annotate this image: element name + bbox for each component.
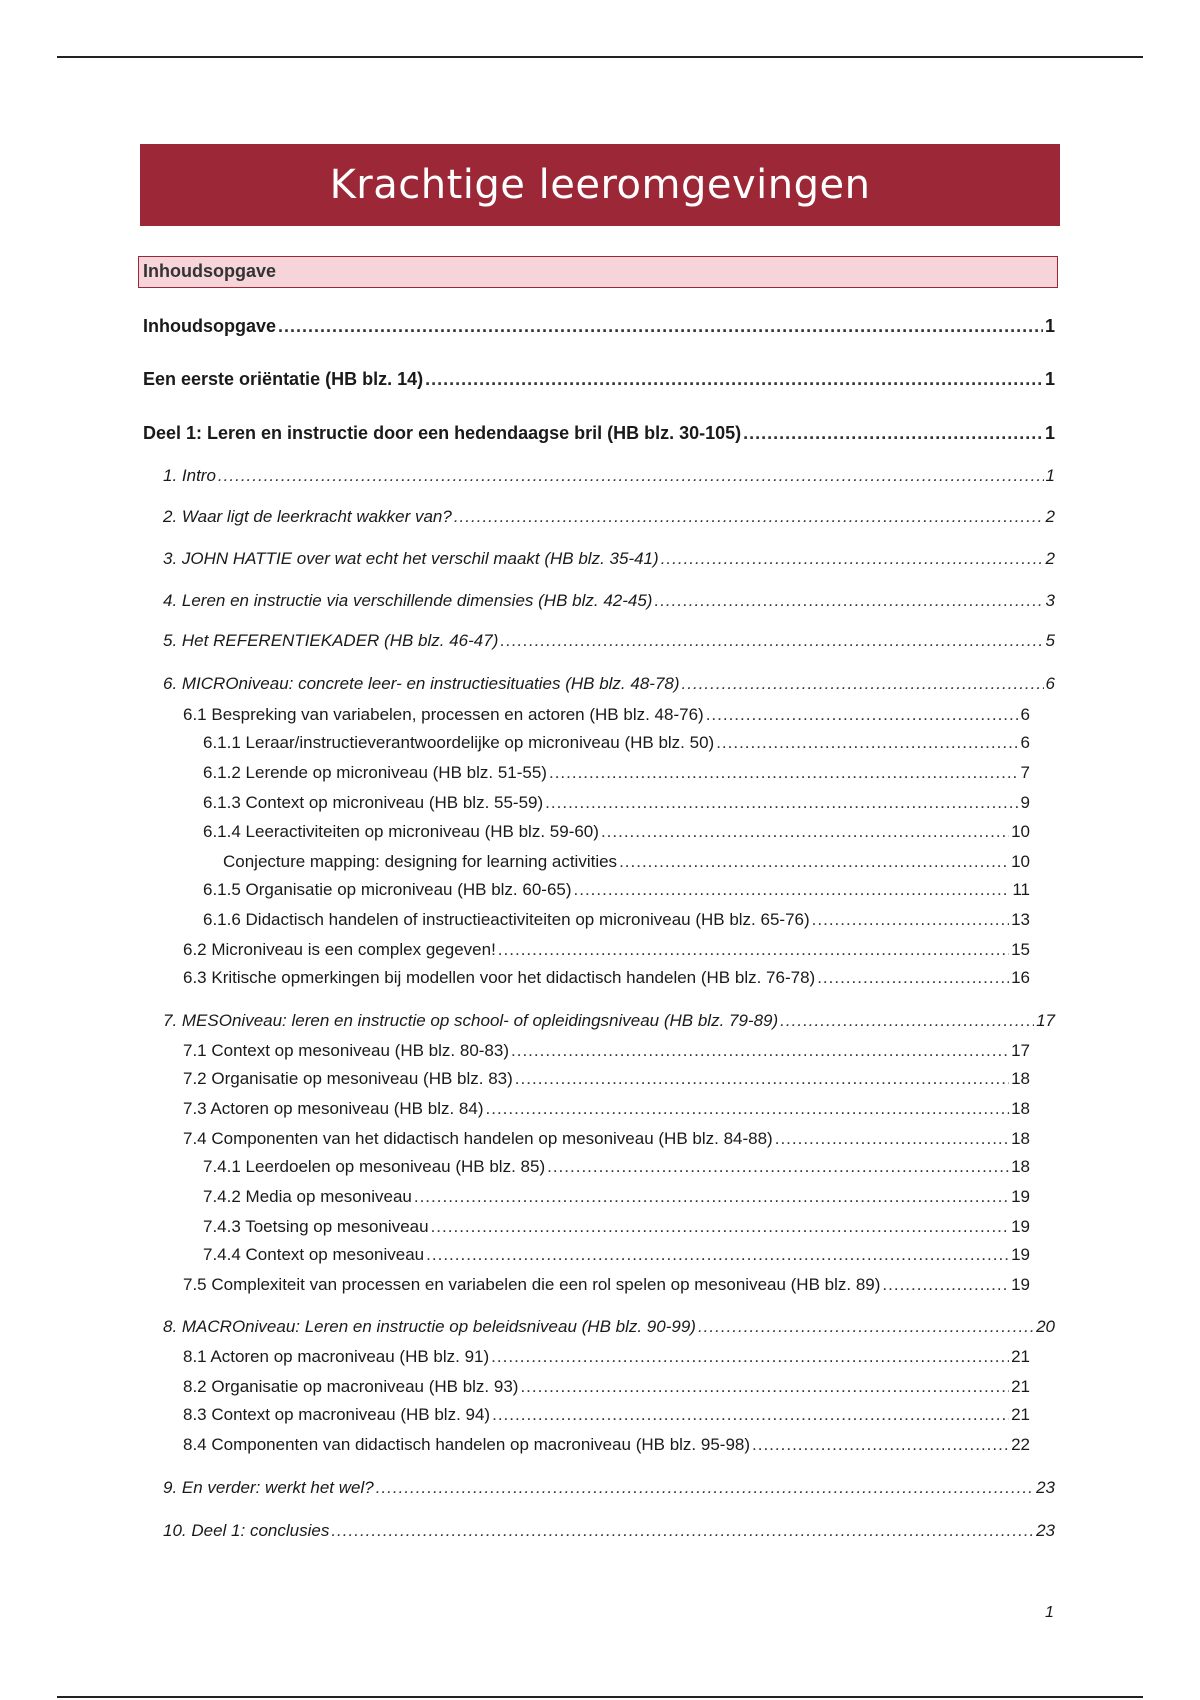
toc-entry-title: 9. En verder: werkt het wel? (163, 1478, 374, 1497)
toc-leader-dots (426, 1244, 1009, 1266)
toc-entry-title: 7.3 Actoren op mesoniveau (HB blz. 84) (183, 1099, 484, 1118)
toc-entry-page: 17 (1036, 1011, 1055, 1030)
toc-entry[interactable] (203, 821, 1030, 843)
toc-entry-page: 10 (1011, 822, 1030, 841)
toc-entry-page: 10 (1011, 852, 1030, 871)
toc-entry-title: 6.1.5 Organisatie op microniveau (HB blz. 60-65) (203, 880, 572, 899)
toc-entry-page: 3 (1045, 591, 1055, 610)
toc-entry[interactable] (163, 630, 1055, 652)
toc-entry-page: 1 (1044, 369, 1055, 389)
toc-leader-dots (775, 1128, 1009, 1150)
toc-entry[interactable] (183, 704, 1030, 726)
toc-entry[interactable] (183, 1404, 1030, 1426)
toc-leader-dots (515, 1068, 1009, 1090)
toc-entry-title: 8.3 Context op macroniveau (HB blz. 94) (183, 1405, 491, 1424)
toc-entry-page: 5 (1045, 631, 1055, 650)
toc-entry-page: 1 (1045, 466, 1055, 485)
toc-entry-page: 1 (1044, 423, 1055, 443)
toc-entry[interactable] (163, 1520, 1055, 1542)
toc-entry-title: 6.1.2 Lerende op microniveau (HB blz. 51-55) (203, 763, 547, 782)
toc-entry[interactable] (183, 1376, 1030, 1398)
toc-entry[interactable] (163, 1316, 1055, 1338)
toc-leader-dots (549, 762, 1019, 784)
toc-leader-dots (619, 851, 1009, 873)
toc-entry-page: 21 (1011, 1377, 1030, 1396)
toc-entry-title: 6. MICROniveau: concrete leer- en instructiesituaties (HB blz. 48-78) (163, 674, 680, 693)
toc-entry-page: 2 (1045, 549, 1055, 568)
toc-entry-page: 1 (1044, 316, 1055, 336)
toc-entry[interactable] (183, 1434, 1030, 1456)
toc-entry[interactable] (203, 792, 1030, 814)
toc-leader-dots (654, 590, 1043, 612)
toc-leader-dots (743, 422, 1043, 444)
toc-entry[interactable] (183, 1040, 1030, 1062)
toc-entry-page: 6 (1020, 705, 1030, 724)
toc-entry-title: 7.4.4 Context op mesoniveau (203, 1245, 425, 1264)
toc-leader-dots (331, 1520, 1034, 1542)
toc-heading: Inhoudsopgave (138, 256, 1058, 288)
toc-entry[interactable] (143, 368, 1055, 390)
toc-entry-title: 7.4.3 Toetsing op mesoniveau (203, 1217, 429, 1236)
toc-leader-dots (706, 704, 1019, 726)
toc-entry-title: 6.2 Microniveau is een complex gegeven! (183, 940, 496, 959)
toc-leader-dots (780, 1010, 1034, 1032)
toc-leader-dots (682, 673, 1044, 695)
toc-entry-page: 18 (1011, 1157, 1030, 1176)
toc-entry[interactable] (143, 422, 1055, 444)
toc-leader-dots (520, 1376, 1009, 1398)
toc-leader-dots (716, 732, 1018, 754)
toc-leader-dots (547, 1156, 1009, 1178)
toc-entry-title: 7. MESOniveau: leren en instructie op school- of opleidingsniveau (HB blz. 79-89) (163, 1011, 779, 1030)
toc-entry-page: 9 (1020, 793, 1030, 812)
toc-entry-page: 2 (1045, 507, 1055, 526)
toc-entry[interactable] (203, 879, 1030, 901)
toc-entry-title: 8.2 Organisatie op macroniveau (HB blz. 93) (183, 1377, 519, 1396)
toc-leader-dots (491, 1346, 1009, 1368)
toc-entry[interactable] (203, 1156, 1030, 1178)
toc-entry[interactable] (183, 1068, 1030, 1090)
toc-entry[interactable] (183, 1128, 1030, 1150)
toc-entry-page: 19 (1011, 1187, 1030, 1206)
toc-entry[interactable] (203, 1186, 1030, 1208)
toc-entry-title: 3. JOHN HATTIE over wat echt het verschil maakt (HB blz. 35-41) (163, 549, 659, 568)
toc-entry-title: 6.1 Bespreking van variabelen, processen en actoren (HB blz. 48-76) (183, 705, 704, 724)
toc-leader-dots (492, 1404, 1009, 1426)
bottom-rule (57, 1696, 1143, 1698)
toc-entry[interactable] (143, 315, 1055, 337)
toc-leader-dots (376, 1477, 1034, 1499)
toc-entry-page: 6 (1045, 674, 1055, 693)
toc-entry[interactable] (183, 967, 1030, 989)
toc-leader-dots (425, 368, 1043, 390)
toc-entry-page: 17 (1011, 1041, 1030, 1060)
toc-entry-title: 6.3 Kritische opmerkingen bij modellen voor het didactisch handelen (HB blz. 76-78) (183, 968, 816, 987)
toc-entry[interactable] (203, 1244, 1030, 1266)
page-number: 1 (1045, 1604, 1054, 1621)
toc-entry-page: 21 (1011, 1405, 1030, 1424)
toc-entry[interactable] (203, 1216, 1030, 1238)
toc-entry-page: 22 (1011, 1435, 1030, 1454)
toc-entry-title: Deel 1: Leren en instructie door een hedendaagse bril (HB blz. 30-105) (143, 423, 742, 443)
toc-entry-title: 5. Het REFERENTIEKADER (HB blz. 46-47) (163, 631, 499, 650)
toc-leader-dots (752, 1434, 1009, 1456)
toc-entry-page: 21 (1011, 1347, 1030, 1366)
toc-entry-title: Inhoudsopgave (143, 316, 277, 336)
toc-entry-title: 10. Deel 1: conclusies (163, 1521, 330, 1540)
toc-entry[interactable] (163, 673, 1055, 695)
toc-entry-page: 7 (1020, 763, 1030, 782)
toc-entry-title: 7.4.1 Leerdoelen op mesoniveau (HB blz. 85) (203, 1157, 546, 1176)
toc-entry[interactable] (163, 465, 1055, 487)
toc-entry[interactable] (163, 590, 1055, 612)
toc-entry-page: 13 (1011, 910, 1030, 929)
toc-entry-page: 11 (1012, 880, 1030, 899)
toc-entry-title: 6.1.6 Didactisch handelen of instructieactiviteiten op microniveau (HB blz. 65-76) (203, 910, 810, 929)
toc-leader-dots (698, 1316, 1034, 1338)
toc-entry[interactable] (203, 732, 1030, 754)
toc-entry-page: 18 (1011, 1099, 1030, 1118)
toc-leader-dots (486, 1098, 1010, 1120)
toc-leader-dots (661, 548, 1044, 570)
toc-entry-page: 19 (1011, 1217, 1030, 1236)
toc-entry-page: 15 (1011, 940, 1030, 959)
toc-entry-title: 7.5 Complexiteit van processen en variabelen die een rol spelen op mesoniveau (HB blz. 89) (183, 1275, 881, 1294)
toc-entry-title: 8.4 Componenten van didactisch handelen op macroniveau (HB blz. 95-98) (183, 1435, 751, 1454)
toc-entry-title: 6.1.4 Leeractiviteiten op microniveau (HB blz. 59-60) (203, 822, 599, 841)
toc-leader-dots (882, 1274, 1009, 1296)
toc-entry[interactable] (163, 1477, 1055, 1499)
toc-entry-page: 19 (1011, 1245, 1030, 1264)
toc-entry-page: 19 (1011, 1275, 1030, 1294)
toc-entry-title: 6.1.3 Context op microniveau (HB blz. 55-59) (203, 793, 544, 812)
toc-entry-page: 20 (1036, 1317, 1055, 1336)
toc-entry[interactable] (163, 548, 1055, 570)
toc-entry[interactable] (183, 1346, 1030, 1368)
toc-entry-page: 23 (1036, 1521, 1055, 1540)
toc-entry[interactable] (183, 1274, 1030, 1296)
toc-entry-page: 16 (1011, 968, 1030, 987)
toc-leader-dots (511, 1040, 1009, 1062)
toc-entry[interactable] (163, 1010, 1055, 1032)
document-title: Krachtige leeromgevingen (140, 144, 1060, 226)
toc-leader-dots (498, 939, 1009, 961)
toc-entry-title: 7.1 Context op mesoniveau (HB blz. 80-83) (183, 1041, 510, 1060)
toc-leader-dots (601, 821, 1009, 843)
toc-leader-dots (545, 792, 1018, 814)
toc-entry[interactable] (223, 851, 1030, 873)
toc-entry-page: 18 (1011, 1069, 1030, 1088)
toc-entry-page: 23 (1036, 1478, 1055, 1497)
toc-leader-dots (574, 879, 1011, 901)
toc-leader-dots (812, 909, 1009, 931)
toc-entry-page: 6 (1020, 733, 1030, 752)
toc-entry-title: 7.4 Componenten van het didactisch handelen op mesoniveau (HB blz. 84-88) (183, 1129, 773, 1148)
toc-entry-title: 7.2 Organisatie op mesoniveau (HB blz. 83) (183, 1069, 513, 1088)
toc-leader-dots (414, 1186, 1009, 1208)
toc-leader-dots (500, 630, 1043, 652)
toc-entry[interactable] (203, 762, 1030, 784)
toc-leader-dots (431, 1216, 1010, 1238)
toc-entry[interactable] (183, 1098, 1030, 1120)
toc-entry-title: 7.4.2 Media op mesoniveau (203, 1187, 412, 1206)
toc-entry-title: 6.1.1 Leraar/instructieverantwoordelijke op microniveau (HB blz. 50) (203, 733, 715, 752)
toc-entry[interactable] (203, 909, 1030, 931)
toc-entry-title: 2. Waar ligt de leerkracht wakker van? (163, 507, 452, 526)
toc-entry-title: 8. MACROniveau: Leren en instructie op beleidsniveau (HB blz. 90-99) (163, 1317, 696, 1336)
toc-entry[interactable] (163, 506, 1055, 528)
toc-entry-title: Conjecture mapping: designing for learning activities (223, 852, 618, 871)
toc-entry[interactable] (183, 939, 1030, 961)
toc-entry-title: Een eerste oriëntatie (HB blz. 14) (143, 369, 424, 389)
toc-leader-dots (454, 506, 1044, 528)
toc-entry-page: 18 (1011, 1129, 1030, 1148)
toc-leader-dots (278, 315, 1043, 337)
toc-entry-title: 8.1 Actoren op macroniveau (HB blz. 91) (183, 1347, 490, 1366)
toc-entry-title: 1. Intro (163, 466, 216, 485)
toc-leader-dots (817, 967, 1009, 989)
toc-leader-dots (218, 465, 1044, 487)
toc-entry-title: 4. Leren en instructie via verschillende dimensies (HB blz. 42-45) (163, 591, 653, 610)
